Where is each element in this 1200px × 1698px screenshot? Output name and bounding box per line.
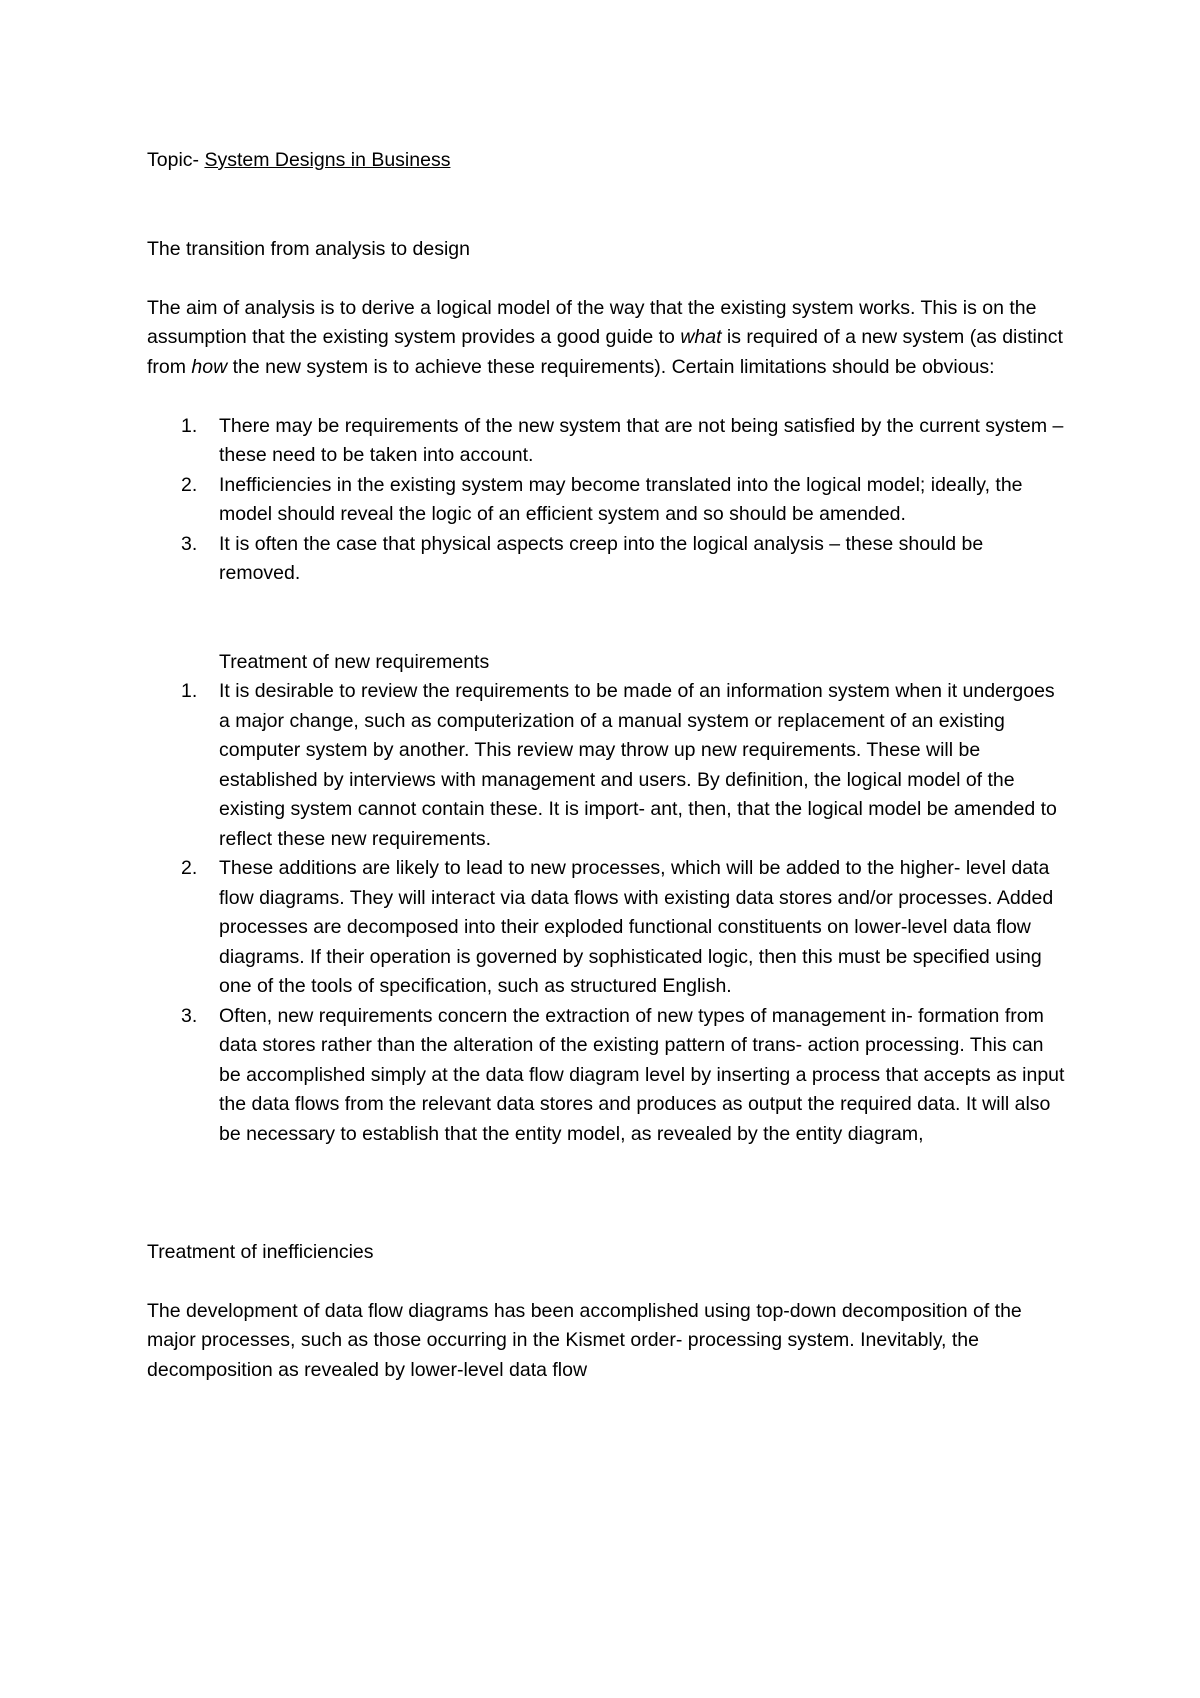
list-item: [147, 854, 1067, 1002]
spacer: [147, 589, 1067, 648]
heading-inefficiencies: Treatment of inefficiencies: [147, 1240, 374, 1263]
list-item-text: These additions are likely to lead to new processes, which will be added to the higher- level data flow diagrams. They will interact via data flows with existing data stores and/or processes. Added processes are decomposed into their exploded functional constituents on lower-level data flow diagrams. If their operation is governed by sophisticated logic, then this must be specified using one of the tools of specification, such as structured English.: [219, 857, 1054, 997]
heading-transition: The transition from analysis to design: [147, 237, 470, 260]
list-item-text: It is often the case that physical aspects creep into the logical analysis – these should be removed.: [219, 532, 984, 584]
list-number: 2.: [181, 857, 198, 879]
intro-paragraph: [147, 294, 1067, 383]
intro-emphasis-how: how: [191, 355, 228, 378]
list-item: [147, 471, 1067, 530]
spacer: [147, 176, 1067, 235]
spacer: [147, 1208, 1067, 1238]
topic-line: [147, 146, 1067, 176]
topic-title: System Designs in Business: [204, 149, 451, 171]
list-item: [147, 530, 1067, 589]
intro-text: is required of a new system (as distinct from: [147, 326, 1063, 378]
topic-prefix: Topic-: [147, 149, 205, 171]
intro-emphasis-what: what: [680, 326, 722, 348]
spacer: [147, 264, 1067, 294]
intro-text: the new system is to achieve these requirements). Certain limitations should be obvious:: [227, 355, 995, 378]
list-number: 1.: [181, 680, 198, 702]
spacer: [147, 1267, 1067, 1297]
intro-text: The aim of analysis is to derive a logical model of the way that the existing system works. This is on the assumption that the existing system provides a good guide to: [147, 296, 1037, 348]
spacer: [147, 1149, 1067, 1208]
list-number: 3.: [181, 1004, 198, 1027]
list-number: 3.: [181, 532, 198, 555]
list-item-text: Inefficiencies in the existing system may become translated into the logical model; ideally, the model should reveal the logic of an efficient system and so should be amended.: [219, 473, 1023, 525]
heading-new-requirements: Treatment of new requirements: [219, 650, 490, 673]
list-item: [147, 1002, 1067, 1150]
list-item: [147, 677, 1067, 854]
inefficiencies-paragraph: The development of data flow diagrams has been accomplished using top-down decomposition of the major processes, such as those occurring in the Kismet order- processing system. Inevitably, the decomposition as revealed by lower-level data flow: [147, 1299, 1022, 1381]
spacer: [147, 382, 1067, 412]
limitations-list: [147, 412, 1067, 589]
new-requirements-list: [147, 677, 1067, 1149]
document-body: [147, 146, 1067, 1385]
list-item-text: Often, new requirements concern the extraction of new types of management in- formation from data stores rather than the alteration of the existing pattern of trans- action processing. This can be accomplished simply at the data flow diagram level by inserting a process that accepts as input the data flows from the relevant data stores and produces as output the required data. It will also be necessary to establish that the entity model, as revealed by the entity diagram,: [219, 1004, 1065, 1145]
list-number: 2.: [181, 473, 198, 496]
list-number: 1.: [181, 414, 198, 437]
list-item-text: There may be requirements of the new system that are not being satisfied by the current system – these need to be taken into account.: [219, 414, 1064, 466]
list-item-text: It is desirable to review the requirements to be made of an information system when it undergoes a major change, such as computerization of a manual system or replacement of an existing computer system by another. This review may throw up new requirements. These will be established by interviews with management and users. By definition, the logical model of the existing system cannot contain these. It is import- ant, then, that the logical model be amended to reflect these new requirements.: [219, 680, 1057, 850]
list-item: [147, 412, 1067, 471]
